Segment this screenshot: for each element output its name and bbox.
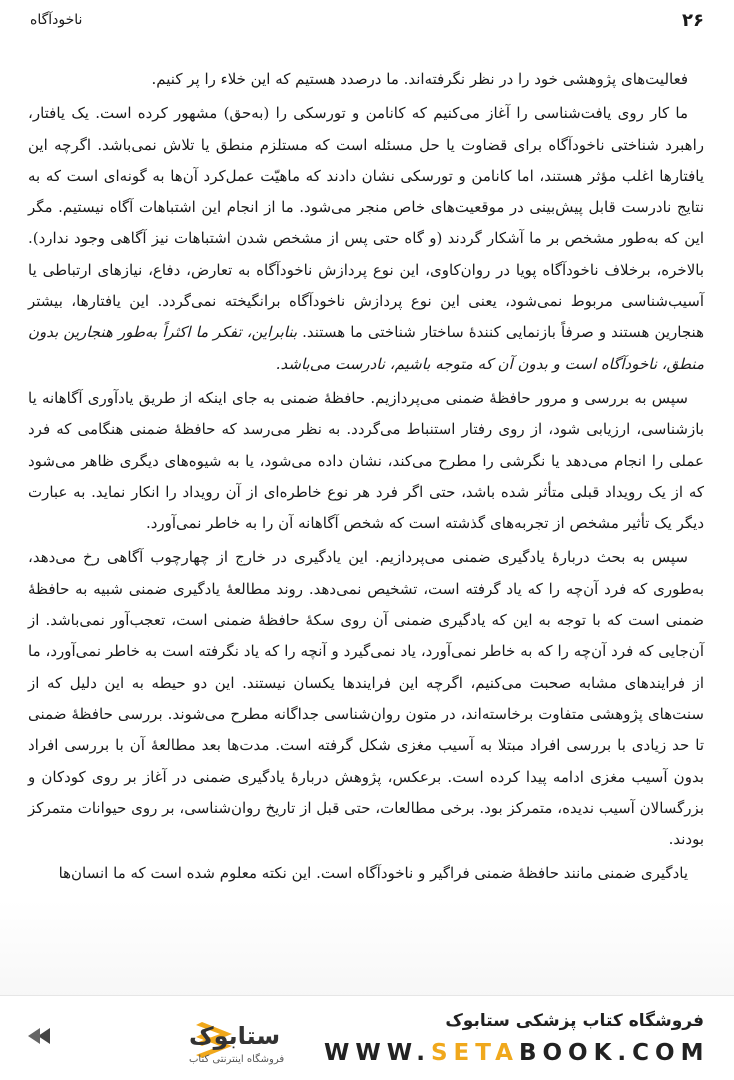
paragraph: سپس به بحث دربارهٔ یادگیری ضمنی می‌پردازیم. این یادگیری در خارج از چهارچوب آگاهی رخ می‌دهد، به‌طوری که فرد آن‌چه را که یاد گرفته است، تشخیص نمی‌دهد. روند مطالعهٔ یادگیری ضمنی شبیه به حافظهٔ ضمنی است که با توجه به این که یادگیری ضمنی آن روی سکهٔ حافظهٔ ضمنی است، تعجب‌آور نمی‌باشد. از آن‌جایی که فرد آن‌چه را که به خاطر نمی‌آورد، یاد نمی‌گیرد و آنچه را که یاد نگرفته است به خاطر نمی‌آورد، ما از فرایندهای مشابه صحبت می‌کنیم، اگرچه این فرایندها یکسان نیستند. این دو حیطه به این دلیل که از سنت‌های پژوهشی متفاوت برخاسته‌اند، در متون روان‌شناسی جداگانه مطرح می‌شوند. بررسی حافظهٔ ضمنی تا حد زیادی با بررسی افراد مبتلا به آسیب مغزی شکل گرفته است. مدت‌ها بعد مطالعهٔ آن با بررسی افراد بدون آسیب مغزی ادامه پیدا کرده است. برعکس، پژوهش دربارهٔ یادگیری ضمنی در آغاز بر روی کودکان و بزرگسالان آسیب ندیده، متمرکز بود. برخی مطالعات، حتی قبل از تاریخ روان‌شناسی، بر روی حیوانات متمرکز بودند. [28,548,704,849]
logo-wordmark: ستابوک [189,1022,281,1050]
logo-subtitle: فروشگاه اینترنتی کتاب [189,1054,285,1065]
shop-url[interactable]: WWW.SETABOOK.COM [324,1040,710,1066]
shop-info [324,1008,710,1074]
italic-emphasis: بنابراین، تفکر ما اکثراً به‌طور هنجارین بدون منطق، ناخودآگاه است و بدون آن که متوجه باشیم، نادرست می‌باشد. [28,323,704,373]
shop-name: فروشگاه کتاب پزشکی ستابوک [445,1011,704,1031]
publisher-banner [0,995,734,1080]
body-text [28,64,704,996]
seta-logo-icon [24,1010,285,1070]
seta-logo [24,1010,284,1070]
paragraph: فعالیت‌های پژوهشی خود را در نظر نگرفته‌اند. ما درصدد هستیم که این خلاء را پر کنیم. [151,70,688,88]
paragraph: سپس به بررسی و مرور حافظهٔ ضمنی می‌پردازیم. حافظهٔ ضمنی به جای اینکه از طریق یادآوری آگاهانه یا بازشناسی، ارزیابی شود، از روی رفتار استنباط می‌گردد. به نظر می‌رسد که حافظهٔ ضمنی هنگامی که فرد عملی را انجام می‌دهد یا نگرشی را مطرح می‌کند، نشان داده می‌شود، یا به شیوه‌های دیگری ظاهر می‌شود که از یک رویداد قبلی متأثر شده باشد، حتی اگر فرد هر نوع خاطره‌ای از آن رویداد را انکار نماید. به عبارت دیگر یک تأثیر مشخص از تجربه‌های گذشته است که شخص آگاهانه آن را به خاطر نمی‌آورد. [28,388,704,533]
page-number: ۲۶ [682,9,704,31]
paragraph: یادگیری ضمنی مانند حافظهٔ ضمنی فراگیر و ناخودآگاه است. این نکته معلوم شده است که ما انسان‌ها [58,864,688,883]
page-header [30,6,704,34]
running-title: ناخودآگاه [30,12,83,28]
paragraph: ما کار روی یافت‌شناسی را آغاز می‌کنیم که کانامن و تورسکی را (به‌حق) مشهور کرده است. یک یافتار، راهبرد شناختی ناخودآگاه برای قضاوت یا حل مسئله است که مستلزم منطق یا تلاش نمی‌باشد. اگرچه این یافتارها اغلب مؤثر هستند، اما کانامن و تورسکی نشان دادند که ماهیّت عمل‌کرد آن‌ها به گونه‌ای است که به نتایج نادرست قابل پیش‌بینی در موقعیت‌های خاص منجر می‌شود. ما از انجام این اشتباهات آگاه نیستیم. مگر این که به‌طور مشخص بر ما آشکار گردند (و گاه حتی پس از مشخص شدن اشتباهات نیز آگاهی وجود ندارد). بالاخره، برخلاف ناخودآگاه پویا در روان‌کاوی، این نوع پردازش ناخودآگاه به تعارض، دفاع، نیازهای ارتباطی یا آسیب‌شناسی مربوط نمی‌شود، یعنی این نوع پردازش ناخودآگاه برانگیخته نمی‌گردد. این یافتارها، بیشتر هنجارین هستند و صرفاً بازنمایی کنندهٔ ساختار شناختی ما هستند. بنابراین، تفکر ما اکثراً به‌طور هنجارین بدون منطق، ناخودآگاه است و بدون آن که متوجه باشیم، نادرست می‌باشد. [28,104,704,373]
